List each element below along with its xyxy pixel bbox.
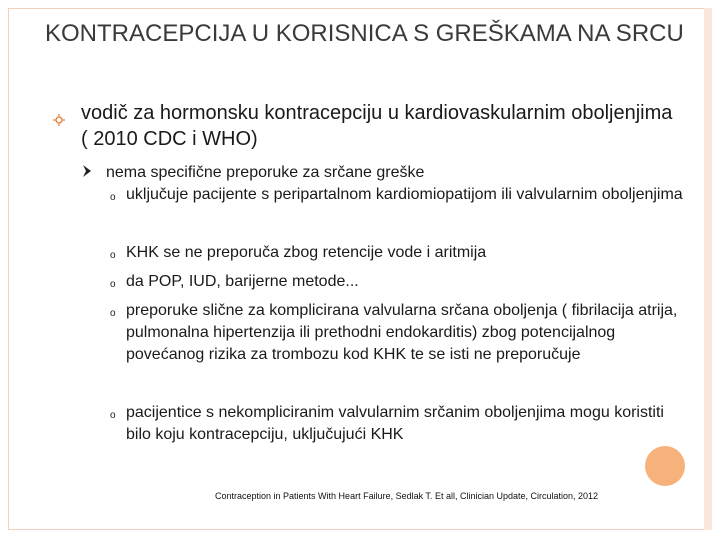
- circle-bullet-icon: o: [110, 192, 116, 203]
- slide-title: KONTRACEPCIJA U KORISNICA S GREŠKAMA NA SRCU: [45, 20, 684, 47]
- circle-bullet-icon: o: [110, 410, 116, 421]
- arrowhead-bullet-icon: [82, 162, 92, 184]
- decorative-circle: [645, 446, 685, 486]
- citation: Contraception in Patients With Heart Failure, Sedlak T. Et all, Clinician Update, Circulation, 2012: [215, 491, 599, 501]
- slide-edge-bar: [704, 8, 712, 530]
- circle-bullet-icon: o: [110, 250, 116, 261]
- circle-bullet-icon: o: [110, 279, 116, 290]
- list-item: o da POP, IUD, barijerne metode...: [110, 271, 690, 293]
- slide-frame: [8, 8, 710, 530]
- list-item: o KHK se ne preporuča zbog retencije vode i aritmija: [110, 242, 690, 264]
- list-item: o pacijentice s nekompliciranim valvularnim srčanim oboljenjima mogu koristiti bilo koju kontracepciju, uključujući KHK: [110, 404, 664, 443]
- list-item: o uključuje pacijente s peripartalnom kardiomiopatijom ili valvularnim oboljenjima: [110, 184, 690, 206]
- bullet-level-1: [63, 100, 678, 152]
- circle-bullet-icon: o: [110, 308, 116, 319]
- bullet-level-2-text: nema specifične preporuke za srčane greške: [106, 164, 425, 181]
- sun-bullet-icon: [53, 107, 65, 133]
- bullet-level-2: [106, 162, 686, 184]
- list-item: o preporuke slične za komplicirana valvularna srčana oboljenja ( fibrilacija atrija, pulmonalna hipertenzija ili prethodni endokarditis) zbog potencijalnog povećanog rizika za trombozu kod KHK te se isti ne preporučuje: [110, 302, 678, 363]
- bullet-level-1-text: vodič za hormonsku kontracepciju u kardiovaskularnim oboljenjima ( 2010 CDC i WHO): [81, 102, 673, 150]
